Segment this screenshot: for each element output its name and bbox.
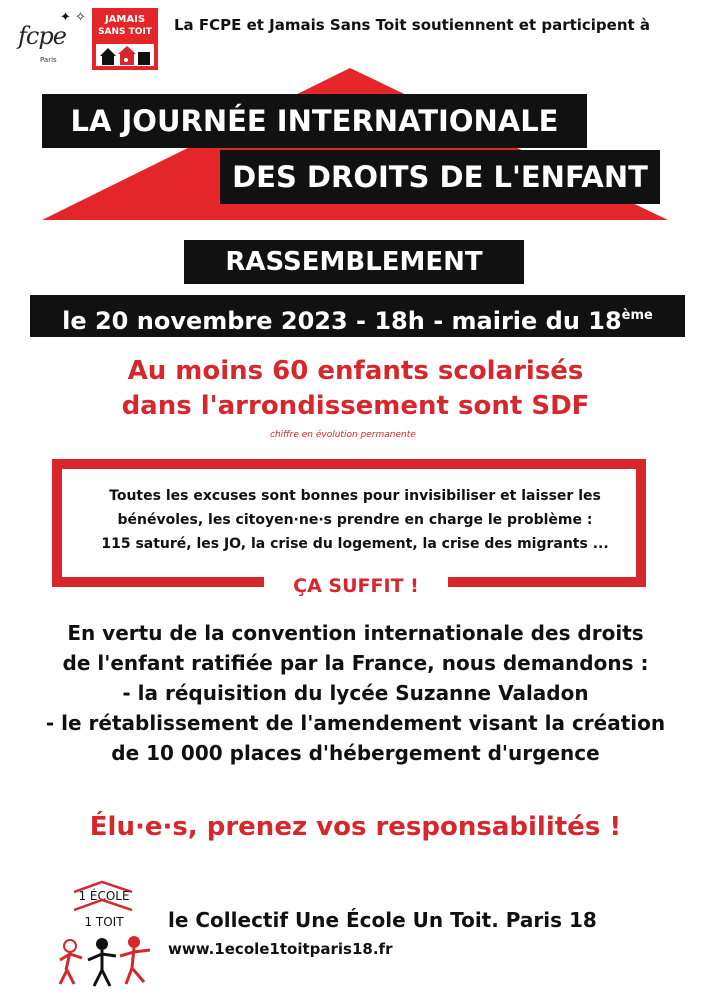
headline-line-1: Au moins 60 enfants scolarisés (127, 356, 584, 386)
frame-label: ÇA SUFFIT ! (264, 572, 448, 600)
headline-note: chiffre en évolution permanente (270, 430, 416, 440)
footer-url: www.1ecole1toitparis18.fr (168, 940, 393, 958)
logo-line-1: 1 ÉCOLE (78, 889, 130, 903)
intro-text: La FCPE et Jamais Sans Toit soutiennent et participent à (174, 16, 651, 34)
demands-text (20, 618, 691, 768)
demand-line: - la réquisition du lycée Suzanne Valadon (122, 681, 589, 705)
demand-line: En vertu de la convention internationale des droits (67, 621, 644, 645)
event-label: RASSEMBLEMENT (184, 240, 524, 284)
jst-logo-line2: SANS TOIT (98, 27, 152, 37)
jst-logo-line1: JAMAIS (104, 14, 146, 25)
headline-line-2: dans l'arrondissement sont SDF (121, 391, 590, 421)
logo-line-2: 1 TOIT (84, 915, 124, 929)
event-details-sup: ème (621, 308, 653, 323)
footer-title: le Collectif Une École Un Toit. Paris 18 (168, 908, 597, 932)
callout: Élu·e·s, prenez vos responsabilités ! (89, 812, 622, 842)
demand-line: de 10 000 places d'hébergement d'urgence (111, 741, 600, 765)
frame-text (70, 484, 640, 556)
event-details-text: le 20 novembre 2023 - 18h - mairie du 18 (62, 307, 622, 335)
une-ecole-un-toit-logo (52, 880, 162, 992)
star-icon: ✦ ✧ (60, 10, 86, 25)
event-details (30, 295, 685, 337)
demand-line: - le rétablissement de l'amendement visant la création (45, 711, 666, 735)
title-line-2: DES DROITS DE L'ENFANT (220, 150, 660, 204)
frame-line: bénévoles, les citoyen·ne·s prendre en charge le problème : (117, 512, 593, 528)
fcpe-logo-sub: Paris (40, 56, 57, 64)
frame-line: 115 saturé, les JO, la crise du logement, la crise des migrants ... (101, 536, 609, 552)
frame-line: Toutes les excuses sont bonnes pour invisibiliser et laisser les (109, 488, 601, 504)
fcpe-logo-text: fcpe (18, 22, 66, 50)
title-line-1: LA JOURNÉE INTERNATIONALE (42, 94, 587, 148)
demand-line: de l'enfant ratifiée par la France, nous demandons : (62, 651, 649, 675)
